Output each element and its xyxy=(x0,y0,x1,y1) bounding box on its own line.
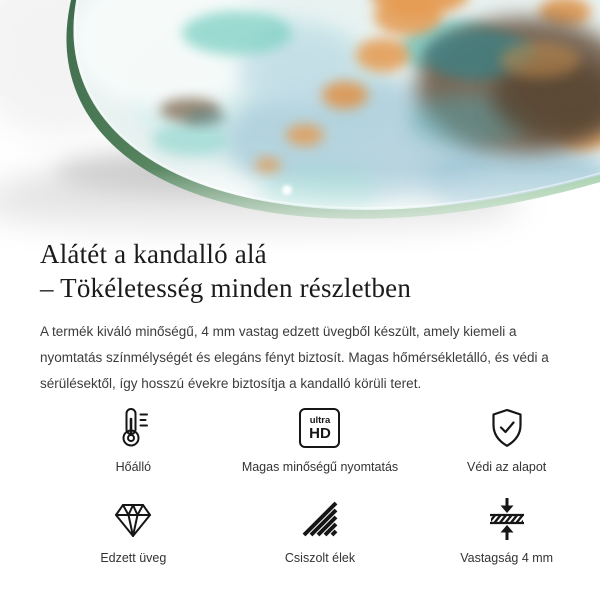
diamond-icon xyxy=(111,496,155,542)
feature-label: Hőálló xyxy=(115,460,152,474)
feature-polished-edges xyxy=(227,496,414,565)
product-description-text: A termék kiváló minőségű, 4 mm vastag edzett üvegből készült, amely kiemeli a nyomtatás színmélységét és elegáns fényt biztosít. Magas hőmérsékletálló, és védi a sérülésektől, így hosszú évekre biztosítja a kandalló körüli teret. xyxy=(40,324,549,391)
title-line-1: Alátét a kandalló alá xyxy=(40,239,267,269)
feature-label: Magas minőségű nyomtatás xyxy=(241,460,399,474)
feature-label: Edzett üveg xyxy=(100,551,167,565)
ultra-hd-icon xyxy=(299,405,340,451)
page-title xyxy=(40,237,570,305)
feature-tempered-glass xyxy=(40,496,227,565)
feature-protects-base xyxy=(413,405,600,474)
polished-edge-icon xyxy=(298,496,342,542)
feature-label: Védi az alapot xyxy=(467,460,547,474)
feature-label: Vastagság 4 mm xyxy=(460,551,554,565)
feature-heat-resistant xyxy=(40,405,227,474)
ultra-hd-badge-top: ultra xyxy=(309,414,331,426)
title-line-2: – Tökéletesség minden részletben xyxy=(40,273,412,303)
feature-grid xyxy=(40,405,600,565)
ultra-hd-badge-bottom: HD xyxy=(309,424,331,442)
shield-check-icon xyxy=(485,405,529,451)
feature-high-quality-print xyxy=(227,405,414,474)
feature-thickness xyxy=(413,496,600,565)
thickness-icon xyxy=(485,496,529,542)
feature-label: Csiszolt élek xyxy=(284,551,356,565)
thermometer-icon xyxy=(111,405,155,451)
